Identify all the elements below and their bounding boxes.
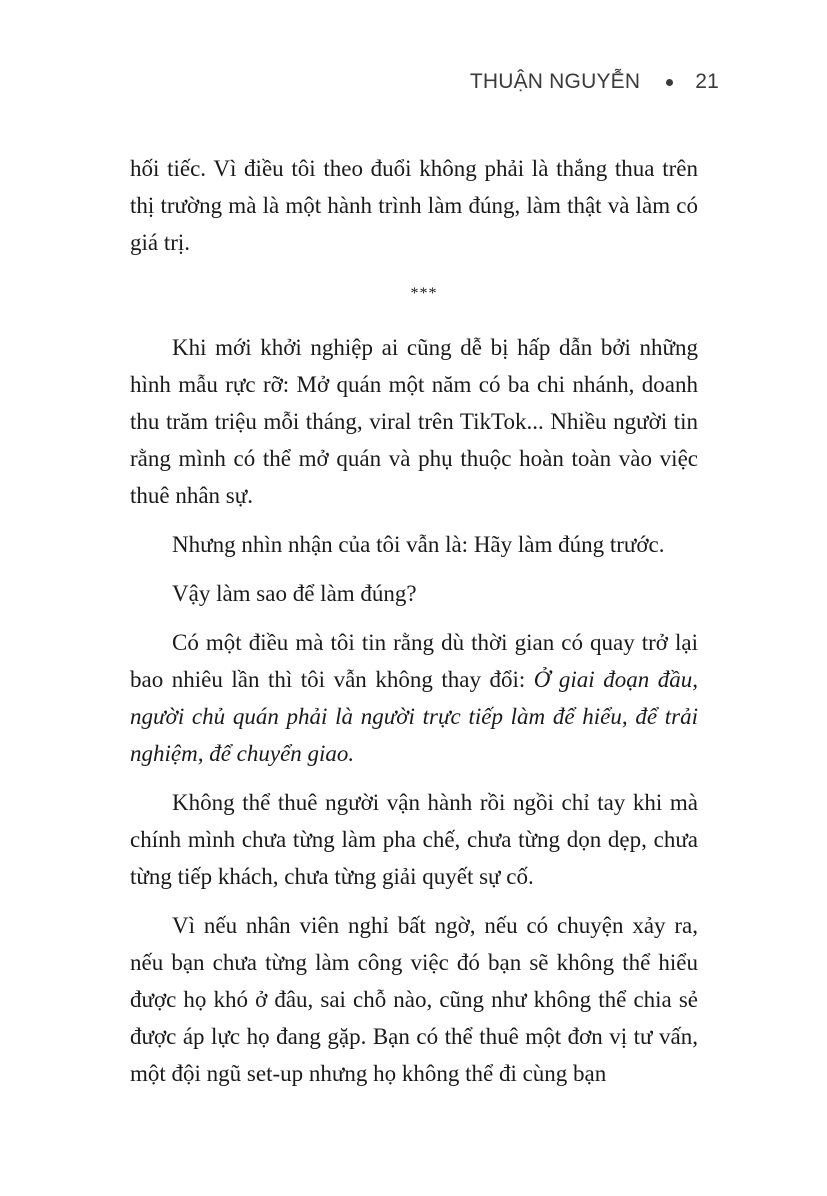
body-text bbox=[130, 150, 698, 1104]
paragraph: Khi mới khởi nghiệp ai cũng dễ bị hấp dẫn bởi những hình mẫu rực rỡ: Mở quán một năm có ba chi nhánh, doanh thu trăm triệu mỗi tháng, viral trên TikTok... Nhiều người tin rằng mình có thể mở quán và phụ thuộc hoàn toàn vào việc thuê nhân sự. bbox=[130, 335, 698, 508]
page-number: 21 bbox=[695, 70, 719, 93]
paragraph: Vậy làm sao để làm đúng? bbox=[172, 581, 417, 606]
section-separator: *** bbox=[410, 285, 438, 302]
paragraph: Nhưng nhìn nhận của tôi vẫn là: Hãy làm đúng trước. bbox=[172, 532, 665, 557]
paragraph-with-emphasis bbox=[130, 624, 698, 772]
bullet-separator bbox=[666, 79, 673, 86]
paragraph-lead: Có một điều mà tôi tin rằng dù thời gian có quay trở lại bao nhiêu lần thì tôi vẫn không thay đổi: bbox=[130, 630, 698, 692]
running-header bbox=[470, 70, 719, 94]
paragraph-continued: hối tiếc. Vì điều tôi theo đuổi không phải là thắng thua trên thị trường mà là một hành trình làm đúng, làm thật và làm có giá trị. bbox=[130, 156, 698, 255]
paragraph: Không thể thuê người vận hành rồi ngồi chỉ tay khi mà chính mình chưa từng làm pha chế, chưa từng dọn dẹp, chưa từng tiếp khách, chưa từng giải quyết sự cố. bbox=[130, 790, 698, 889]
author-name: THUẬN NGUYỄN bbox=[469, 70, 641, 93]
emphasized-text: Ở giai đoạn đầu, người chủ quán phải là người trực tiếp làm để hiểu, để trải nghiệm, để chuyển giao. bbox=[130, 667, 698, 766]
paragraph: Vì nếu nhân viên nghỉ bất ngờ, nếu có chuyện xảy ra, nếu bạn chưa từng làm công việc đó bạn sẽ không thể hiểu được họ khó ở đâu, sai chỗ nào, cũng như không thể chia sẻ được áp lực họ đang gặp. Bạn có thể thuê một đơn vị tư vấn, một đội ngũ set-up nhưng họ không thể đi cùng bạn bbox=[130, 913, 698, 1086]
